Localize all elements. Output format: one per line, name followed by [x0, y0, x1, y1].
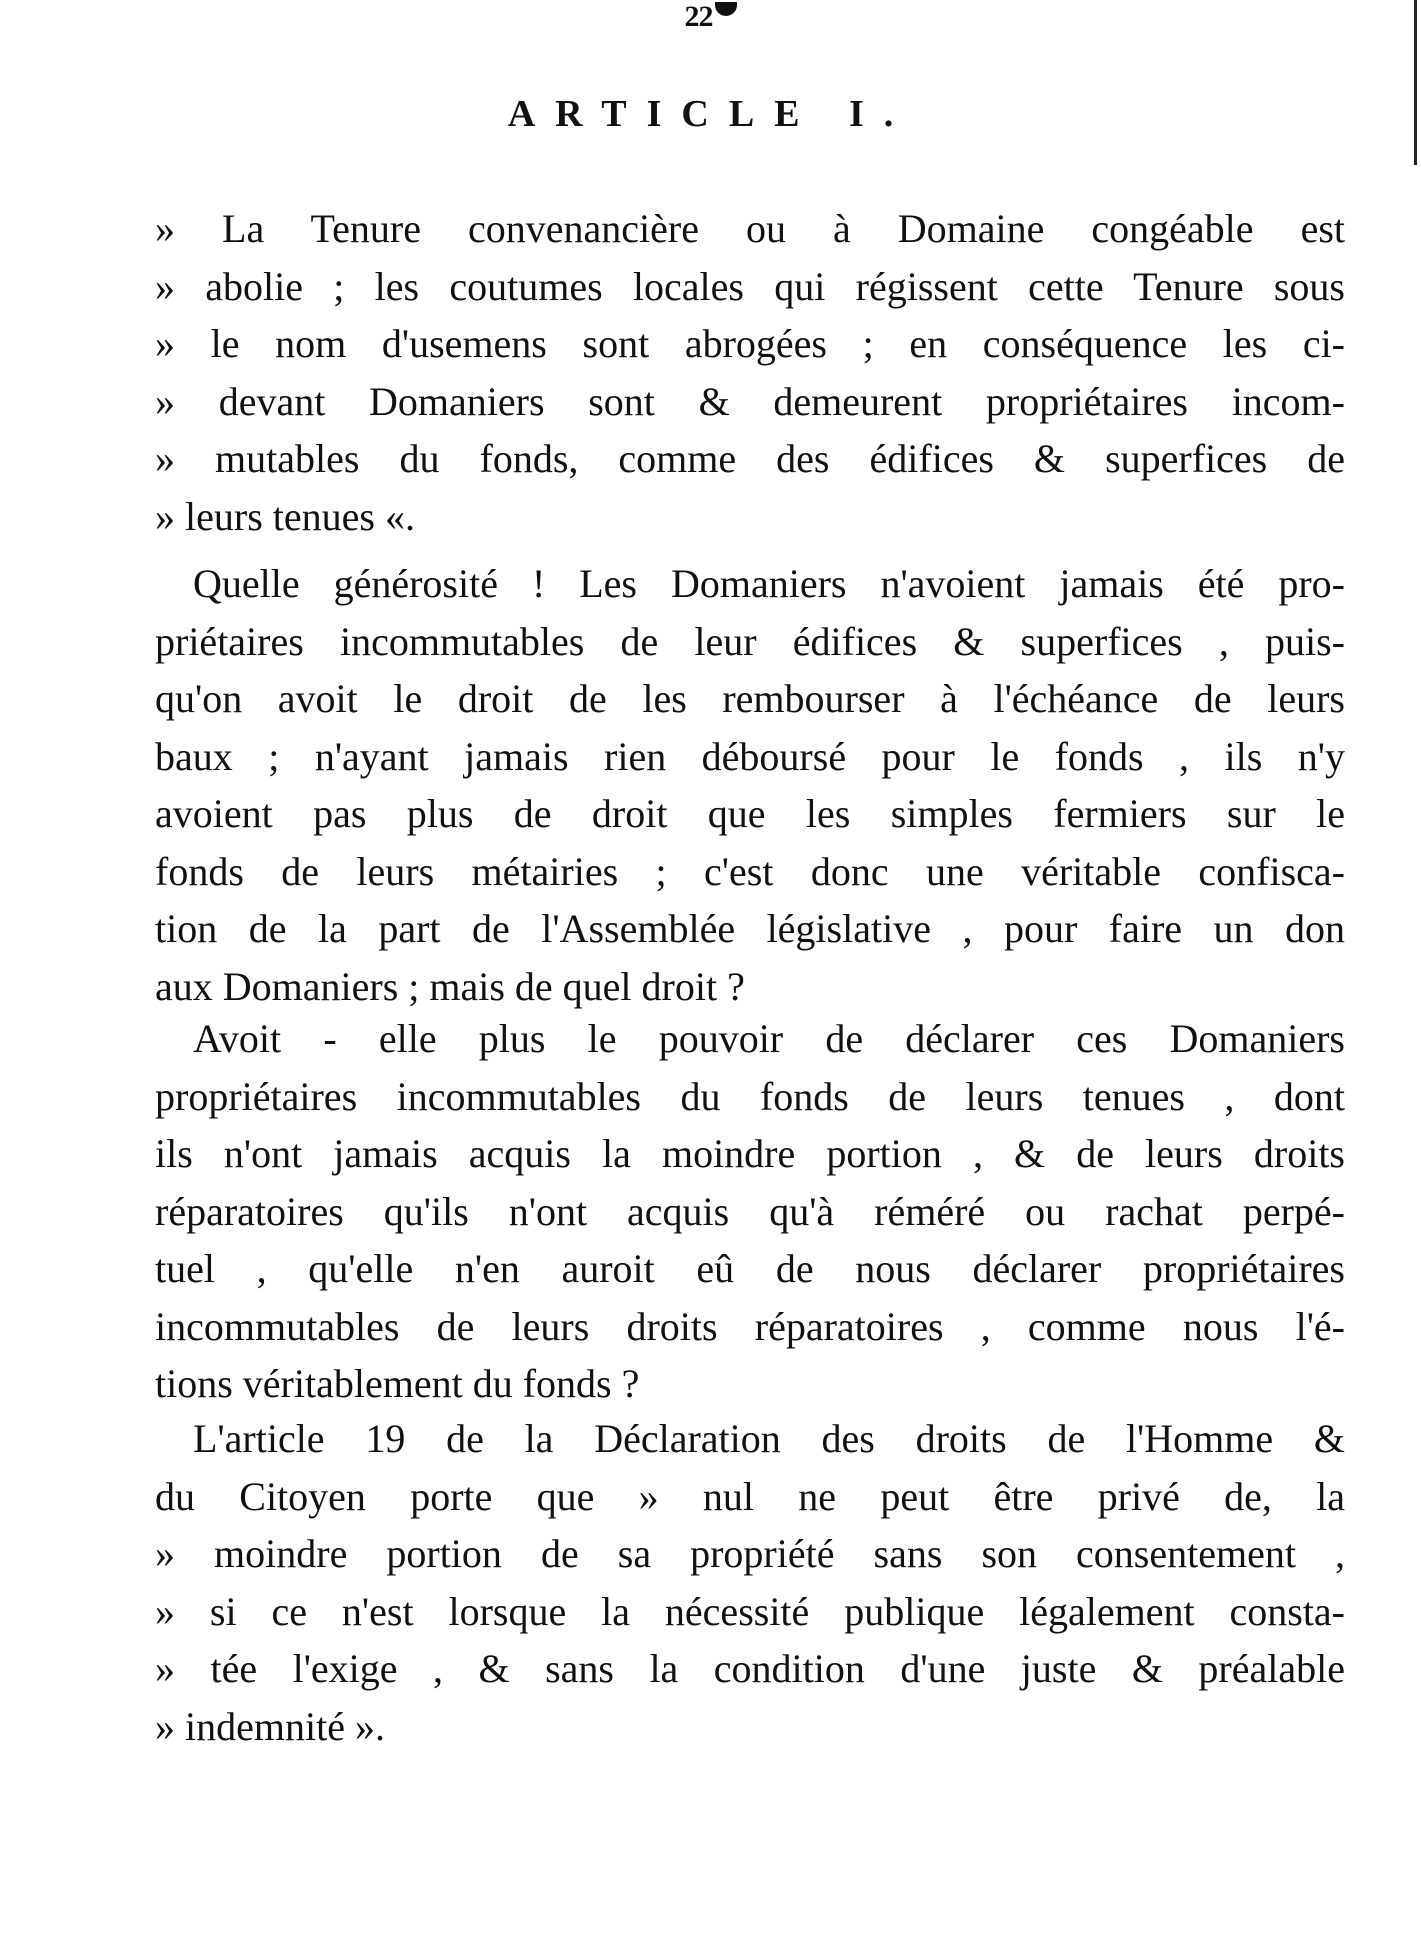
text-line: » abolie ; les coutumes locales qui régissent cette Tenure sous [155, 263, 1345, 309]
text-line: » devant Domaniers sont & demeurent propriétaires incom- [155, 378, 1345, 424]
page-number-text: 22 [684, 0, 713, 33]
text-line: qu'on avoit le droit de les rembourser à l'échéance de leurs [155, 676, 1345, 721]
text-line: tion de la part de l'Assemblée législative , pour faire un don [155, 906, 1345, 951]
article-title: ARTICLE I. [507, 93, 914, 135]
text-line: ils n'ont jamais acquis la moindre portion , & de leurs droits [155, 1131, 1345, 1176]
text-line: aux Domaniers ; mais de quel droit ? [155, 963, 745, 1009]
text-line: du Citoyen porte que » nul ne peut être privé de, la [155, 1473, 1345, 1519]
text-line: Avoit - elle plus le pouvoir de déclarer ces Domaniers [193, 1016, 1345, 1061]
text-line: tuel , qu'elle n'en auroit eû de nous déclarer propriétaires [155, 1246, 1345, 1291]
text-line: » leurs tenues «. [155, 493, 415, 539]
text-line: » moindre portion de sa propriété sans son consentement , [155, 1531, 1345, 1576]
text-line: incommutables de leurs droits réparatoires , comme nous l'é- [155, 1303, 1345, 1349]
page-number [0, 0, 1421, 34]
text-line: » indemnité ». [155, 1703, 385, 1749]
text-line: propriétaires incommutables du fonds de leurs tenues , dont [155, 1073, 1345, 1119]
ornament-icon [715, 2, 737, 16]
text-line: » le nom d'usemens sont abrogées ; en conséquence les ci- [155, 321, 1345, 366]
text-line: réparatoires qu'ils n'ont acquis qu'à réméré ou rachat perpé- [155, 1188, 1345, 1234]
paragraph-3 [155, 1410, 1345, 1755]
text-line: fonds de leurs métairies ; c'est donc une véritable confisca- [155, 848, 1345, 894]
text-line: » tée l'exige , & sans la condition d'une juste & préalable [155, 1646, 1345, 1691]
text-line: » La Tenure convenancière ou à Domaine congéable est [155, 206, 1345, 251]
quoted-article-text [155, 200, 1345, 545]
paragraph-2 [155, 1010, 1345, 1413]
text-line: priétaires incommutables de leur édifices & superfices , puis- [155, 618, 1345, 664]
text-line: » si ce n'est lorsque la nécessité publique légalement consta- [155, 1588, 1345, 1634]
text-line: avoient pas plus de droit que les simples fermiers sur le [155, 791, 1345, 836]
text-line: tions véritablement du fonds ? [155, 1361, 640, 1406]
paragraph-1 [155, 555, 1345, 1015]
text-line: baux ; n'ayant jamais rien déboursé pour le fonds , ils n'y [155, 733, 1345, 779]
text-line: Quelle générosité ! Les Domaniers n'avoient jamais été pro- [193, 561, 1345, 606]
text-line: L'article 19 de la Déclaration des droits de l'Homme & [193, 1416, 1345, 1461]
text-line: » mutables du fonds, comme des édifices & superfices de [155, 436, 1345, 481]
